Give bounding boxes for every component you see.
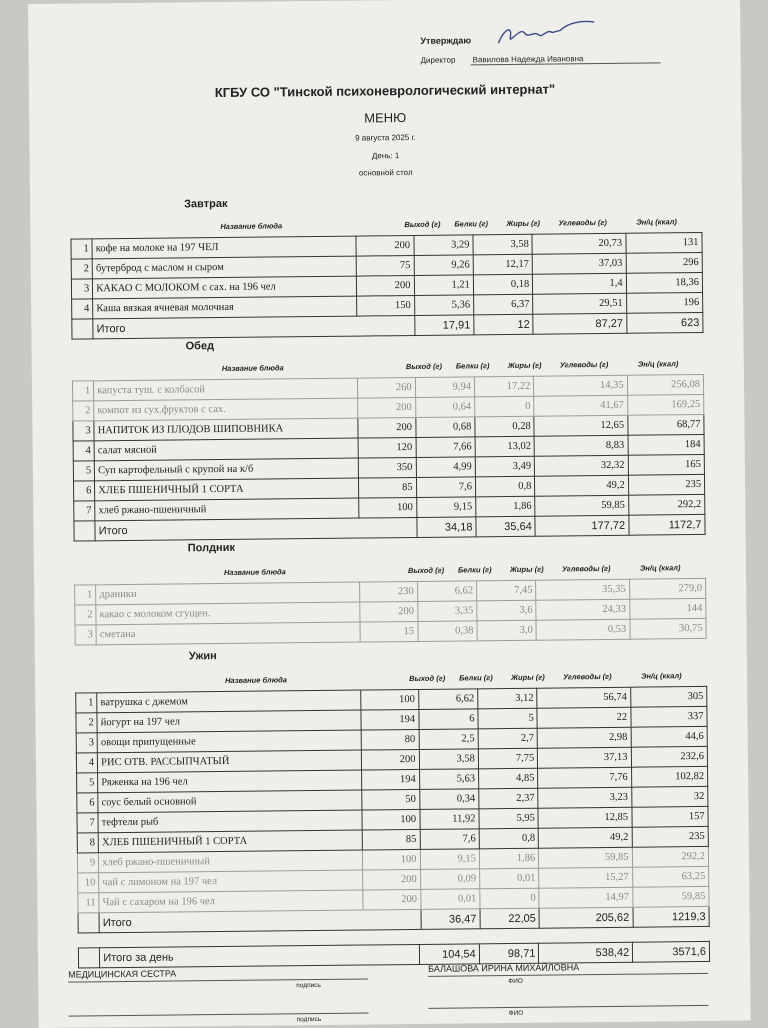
cell-protein: 7,6: [420, 829, 480, 850]
cell-n: 5: [77, 773, 98, 793]
cell-energy: 232,6: [631, 746, 708, 767]
nurse-label: МЕДИЦИНСКАЯ СЕСТРА: [68, 968, 177, 980]
cell-weight: 200: [356, 235, 413, 256]
cell-energy: 59,85: [632, 886, 709, 907]
cell-fat: 0,28: [475, 416, 535, 437]
cell-name: хлеб ржано-пшеничный: [95, 498, 359, 521]
cell-carbs: 12,65: [534, 415, 628, 436]
column-header-protein: Белки (г): [459, 673, 493, 683]
column-header-energy: Эн/ц (ккал): [639, 563, 681, 573]
cell-name: какао с молоком сгущен.: [96, 602, 360, 625]
total-protein: 36,47: [421, 909, 481, 930]
cell-carbs: 12,85: [538, 807, 632, 828]
cell-energy: 30,75: [630, 618, 707, 639]
cell-energy: 296: [626, 252, 703, 273]
cell-name: кофе на молоке на 197 ЧЕЛ: [92, 236, 356, 259]
cell-n: 2: [76, 713, 97, 733]
cell-fat: 12,17: [473, 254, 533, 275]
cell-weight: 200: [362, 749, 419, 770]
cell-fat: 2,7: [478, 728, 538, 749]
cell-weight: 100: [363, 849, 420, 870]
cell-name: драники: [96, 582, 360, 605]
cell-protein: 1,21: [414, 275, 474, 296]
total-label: Итого: [93, 315, 415, 338]
section-title: Завтрак: [184, 197, 228, 211]
cell-weight: 200: [357, 275, 414, 296]
cell-name: ватрушка с джемом: [97, 690, 361, 713]
cell-name: Каша вязкая ячневая молочная: [93, 296, 357, 319]
cell-weight: 80: [361, 729, 418, 750]
column-header-name: Название блюда: [221, 363, 284, 373]
cell-carbs: 41,67: [534, 395, 628, 416]
cell-weight: 150: [357, 295, 414, 316]
column-header-protein: Белки (г): [457, 565, 492, 575]
cell-fat: 17,22: [474, 376, 534, 397]
cell-fat: 5,95: [479, 808, 539, 829]
column-header-fat: Жиры (г): [506, 218, 540, 229]
cell-protein: 9,15: [416, 497, 476, 518]
director-label: Директор: [420, 55, 456, 65]
column-header-energy: Эн/ц (ккал): [641, 671, 682, 681]
column-header-carbs: Углеводы (г): [561, 563, 611, 574]
cell-energy: 292,2: [628, 494, 705, 515]
cell-energy: 256,08: [627, 374, 704, 395]
cell-protein: 11,92: [419, 809, 479, 830]
total-energy: 623: [626, 312, 703, 333]
cell-name: Суп картофельный с крупой на к/б: [94, 458, 358, 481]
total-carbs: 177,72: [535, 515, 629, 536]
director-signature: [490, 18, 600, 49]
column-header-protein: Белки (г): [455, 361, 490, 371]
fio-caption-2: ФИО: [508, 1009, 524, 1018]
page-title: МЕНЮ: [364, 110, 407, 126]
cell-carbs: 3,23: [538, 787, 632, 808]
cell-energy: 32: [631, 786, 708, 807]
cell-energy: 165: [628, 454, 705, 475]
cell-weight: 200: [358, 397, 415, 418]
cell-fat: 0,01: [479, 868, 539, 889]
column-header-carbs: Углеводы (г): [558, 217, 607, 228]
organization-title: КГБУ СО "Тинской психоневрологический интернат": [214, 81, 556, 101]
cell-n: 6: [73, 481, 94, 501]
cell-fat: 3,0: [477, 620, 537, 641]
cell-n: 2: [75, 605, 96, 625]
signature-caption-2: подпись: [296, 1015, 322, 1024]
cell-energy: 131: [626, 232, 703, 253]
cell-energy: 235: [628, 474, 705, 495]
total-protein: 34,18: [416, 517, 476, 538]
cell-carbs: 35,35: [536, 579, 630, 600]
cell-energy: 235: [632, 826, 709, 847]
cell-weight: 100: [361, 689, 418, 710]
cell-name: тефтели рыб: [98, 810, 362, 833]
column-header-energy: Эн/ц (ккал): [637, 359, 679, 369]
cell-carbs: 1,4: [533, 273, 627, 294]
cell-weight: 85: [359, 477, 416, 498]
cell-n: 3: [71, 279, 92, 299]
cell-name: хлеб ржано-пшеничный: [99, 850, 363, 873]
cell-energy: 279,0: [629, 578, 706, 599]
fio-line-2: [429, 1005, 709, 1009]
cell-protein: 7,66: [416, 437, 476, 458]
cell-fat: 0: [475, 396, 535, 417]
cell-carbs: 49,2: [535, 475, 629, 496]
cell-n: 5: [73, 461, 94, 481]
total-label: Итого: [99, 909, 421, 932]
cell-energy: 305: [630, 686, 707, 707]
cell-protein: 0,38: [418, 621, 478, 642]
cell-carbs: 59,85: [535, 495, 629, 516]
day-total-protein: 104,54: [419, 944, 479, 965]
cell-n: 4: [76, 753, 97, 773]
cell-weight: 120: [358, 437, 415, 458]
signature-line-2: [69, 1012, 369, 1016]
cell-n: 2: [71, 259, 92, 279]
total-protein: 17,91: [414, 315, 474, 336]
cell-weight: 200: [363, 889, 420, 910]
director-name: Вавилова Надежда Ивановна: [471, 53, 661, 65]
total-fat: 22,05: [480, 908, 540, 929]
cell-protein: 0,34: [419, 789, 479, 810]
cell-carbs: 59,85: [539, 847, 633, 868]
cell-fat: 1,86: [476, 496, 536, 517]
cell-carbs: 37,03: [532, 253, 626, 274]
cell-energy: 169,25: [627, 394, 704, 415]
fio-caption: ФИО: [508, 977, 523, 986]
cell-carbs: 14,97: [539, 887, 633, 908]
cell-protein: 0,09: [420, 869, 480, 890]
cell-carbs: 56,74: [537, 687, 631, 708]
cell-blank: [72, 319, 93, 339]
cell-energy: 44,6: [631, 726, 708, 747]
cell-weight: 75: [356, 255, 413, 276]
cell-n: 1: [72, 381, 93, 401]
cell-blank: [74, 521, 95, 541]
cell-name: соус белый основной: [98, 790, 362, 813]
cell-fat: 0,8: [475, 476, 535, 497]
cell-fat: 2,37: [479, 788, 539, 809]
column-header-name: Название блюда: [225, 675, 287, 685]
cell-energy: 337: [630, 706, 707, 727]
cell-fat: 5: [478, 708, 538, 729]
cell-weight: 200: [360, 601, 417, 622]
cell-n: 6: [77, 793, 98, 813]
column-header-weight: Выход (г): [407, 565, 445, 576]
cell-carbs: 2,98: [537, 727, 631, 748]
section-title: Полдник: [187, 541, 236, 555]
column-header-fat: Жиры (г): [509, 564, 544, 574]
menu-date: 9 августа 2025 г.: [355, 132, 416, 143]
cell-name: КАКАО С МОЛОКОМ с сах. на 196 чел: [93, 276, 357, 299]
cell-carbs: 24,33: [536, 599, 630, 620]
cell-protein: 2,5: [419, 729, 479, 750]
cell-protein: 0,68: [415, 417, 475, 438]
cell-weight: 100: [359, 497, 416, 518]
cell-protein: 9,15: [420, 849, 480, 870]
cell-fat: 7,75: [478, 748, 538, 769]
day-total-fat: 98,71: [479, 943, 539, 964]
cell-energy: 63,25: [632, 866, 709, 887]
column-header-name: Название блюда: [220, 221, 283, 231]
cell-n: 9: [77, 853, 98, 873]
cell-name: НАПИТОК ИЗ ПЛОДОВ ШИПОВНИКА: [94, 418, 358, 441]
cell-protein: 7,6: [416, 477, 476, 498]
total-label: Итого: [95, 517, 417, 540]
menu-sheet: [28, 0, 751, 1028]
cell-carbs: 22: [537, 707, 631, 728]
cell-blank: [78, 913, 99, 933]
total-carbs: 205,62: [539, 907, 633, 928]
cell-carbs: 7,76: [538, 767, 632, 788]
section-title: Ужин: [188, 650, 217, 663]
day-total-energy: 3571,6: [633, 941, 710, 962]
day-total-label: Итого за день: [100, 944, 420, 967]
cell-protein: 3,58: [419, 749, 479, 770]
cell-n: 7: [74, 501, 95, 521]
cell-energy: 68,77: [627, 414, 704, 435]
column-header-protein: Белки (г): [454, 219, 489, 229]
column-header-fat: Жиры (г): [507, 360, 542, 370]
cell-energy: 102,82: [631, 766, 708, 787]
cell-fat: 3,6: [477, 600, 537, 621]
cell-weight: 15: [360, 621, 417, 642]
cell-protein: 6,62: [418, 689, 478, 710]
cell-name: сметана: [96, 622, 360, 645]
cell-n: 1: [76, 693, 97, 713]
section-table: [75, 686, 709, 934]
cell-weight: 100: [362, 809, 419, 830]
cell-protein: 6,62: [417, 581, 477, 602]
cell-fat: 0: [480, 888, 540, 909]
approve-label: Утверждаю: [420, 35, 472, 46]
cell-fat: 7,45: [476, 580, 536, 601]
cell-n: 8: [77, 833, 98, 853]
total-energy: 1172,7: [628, 514, 705, 535]
cell-carbs: 37,13: [538, 747, 632, 768]
cell-weight: 350: [359, 457, 416, 478]
cell-name: йогурт на 197 чел: [97, 710, 361, 733]
day-total-carbs: 538,42: [539, 942, 633, 963]
cell-n: 3: [76, 733, 97, 753]
cell-fat: 1,86: [479, 848, 539, 869]
total-fat: 12: [474, 314, 534, 335]
cell-energy: 18,36: [626, 272, 703, 293]
cell-weight: 230: [360, 581, 417, 602]
total-energy: 1219,3: [633, 906, 710, 927]
day-total-table: [78, 941, 710, 969]
cell-fat: 0,18: [473, 274, 533, 295]
cell-name: компот из сух.фруктов с сах.: [94, 398, 358, 421]
cell-weight: 200: [363, 869, 420, 890]
cell-protein: 9,94: [415, 377, 475, 398]
cell-fat: 13,02: [475, 436, 535, 457]
column-header-carbs: Углеводы (г): [559, 359, 609, 370]
column-header-weight: Выход (г): [405, 361, 442, 372]
cell-name: ХЛЕБ ПШЕНИЧНЫЙ 1 СОРТА: [95, 478, 359, 501]
cell-weight: 200: [358, 417, 415, 438]
cell-energy: 184: [628, 434, 705, 455]
cell-name: ХЛЕБ ПШЕНИЧНЫЙ 1 СОРТА: [98, 830, 362, 853]
cell-n: 1: [71, 239, 92, 259]
cell-n: 2: [73, 401, 94, 421]
day-total-row: [78, 941, 709, 968]
column-header-weight: Выход (г): [404, 219, 441, 230]
cell-carbs: 8,83: [534, 435, 628, 456]
nurse-name-line: [428, 973, 708, 977]
cell-fat: 4,85: [478, 768, 538, 789]
cell-protein: 5,36: [414, 295, 474, 316]
signature-caption: подпись: [296, 981, 321, 990]
cell-protein: 6: [418, 709, 478, 730]
cell-protein: 0,01: [420, 889, 480, 910]
cell-weight: 194: [361, 709, 418, 730]
cell-name: салат мясной: [94, 438, 358, 461]
cell-name: Ряженка на 196 чел: [98, 770, 362, 793]
cell-n: 3: [73, 421, 94, 441]
cell-blank: [78, 948, 100, 968]
cell-n: 4: [72, 299, 93, 319]
cell-energy: 196: [626, 292, 703, 313]
cell-carbs: 29,51: [533, 293, 627, 314]
cell-protein: 9,26: [414, 255, 474, 276]
cell-protein: 3,35: [417, 601, 477, 622]
cell-carbs: 15,27: [539, 867, 633, 888]
cell-energy: 144: [629, 598, 706, 619]
cell-n: 4: [73, 441, 94, 461]
cell-fat: 3,58: [473, 234, 533, 255]
cell-weight: 50: [362, 789, 419, 810]
cell-n: 3: [75, 625, 96, 645]
column-header-energy: Эн/ц (ккал): [636, 217, 677, 227]
total-fat: 35,64: [476, 516, 536, 537]
total-carbs: 87,27: [533, 313, 627, 334]
cell-fat: 0,8: [479, 828, 539, 849]
cell-carbs: 32,32: [535, 455, 629, 476]
cell-carbs: 20,73: [532, 233, 626, 254]
nurse-name: БАЛАШОВА ИРИНА МИХАЙЛОВНА: [428, 962, 580, 974]
cell-energy: 157: [632, 806, 709, 827]
cell-name: чай с лимоном на 197 чел: [99, 870, 363, 893]
cell-weight: 260: [358, 377, 415, 398]
cell-protein: 4,99: [416, 457, 476, 478]
column-header-fat: Жиры (г): [511, 672, 545, 682]
cell-protein: 5,63: [419, 769, 479, 790]
cell-fat: 3,49: [475, 456, 535, 477]
cell-fat: 3,12: [478, 688, 538, 709]
cell-protein: 3,29: [413, 235, 473, 256]
cell-carbs: 0,53: [536, 619, 630, 640]
cell-carbs: 14,35: [534, 375, 628, 396]
cell-name: бутерброд с маслом и сыром: [92, 256, 356, 279]
cell-protein: 0,64: [415, 397, 475, 418]
column-header-carbs: Углеводы (г): [563, 671, 612, 682]
section-table: [70, 232, 703, 340]
column-header-weight: Выход (г): [409, 673, 446, 684]
cell-fat: 6,37: [473, 294, 533, 315]
cell-n: 10: [78, 873, 99, 893]
cell-n: 7: [77, 813, 98, 833]
cell-name: овощи припущенные: [97, 730, 361, 753]
section-table: [72, 374, 706, 542]
menu-day: День: 1: [371, 151, 400, 161]
cell-name: РИС ОТВ. РАССЫПЧАТЫЙ: [98, 750, 362, 773]
section-table: [74, 578, 707, 646]
cell-name: Чай с сахаром на 196 чел: [99, 890, 363, 913]
cell-n: 11: [78, 893, 99, 913]
cell-name: капуста туш. с колбасой: [94, 378, 358, 401]
cell-weight: 194: [362, 769, 419, 790]
cell-energy: 292,2: [632, 846, 709, 867]
diet-type: основной стол: [358, 167, 413, 178]
cell-carbs: 49,2: [538, 827, 632, 848]
column-header-name: Название блюда: [223, 567, 286, 577]
cell-weight: 85: [362, 829, 419, 850]
cell-n: 1: [75, 585, 96, 605]
section-title: Обед: [185, 340, 215, 353]
